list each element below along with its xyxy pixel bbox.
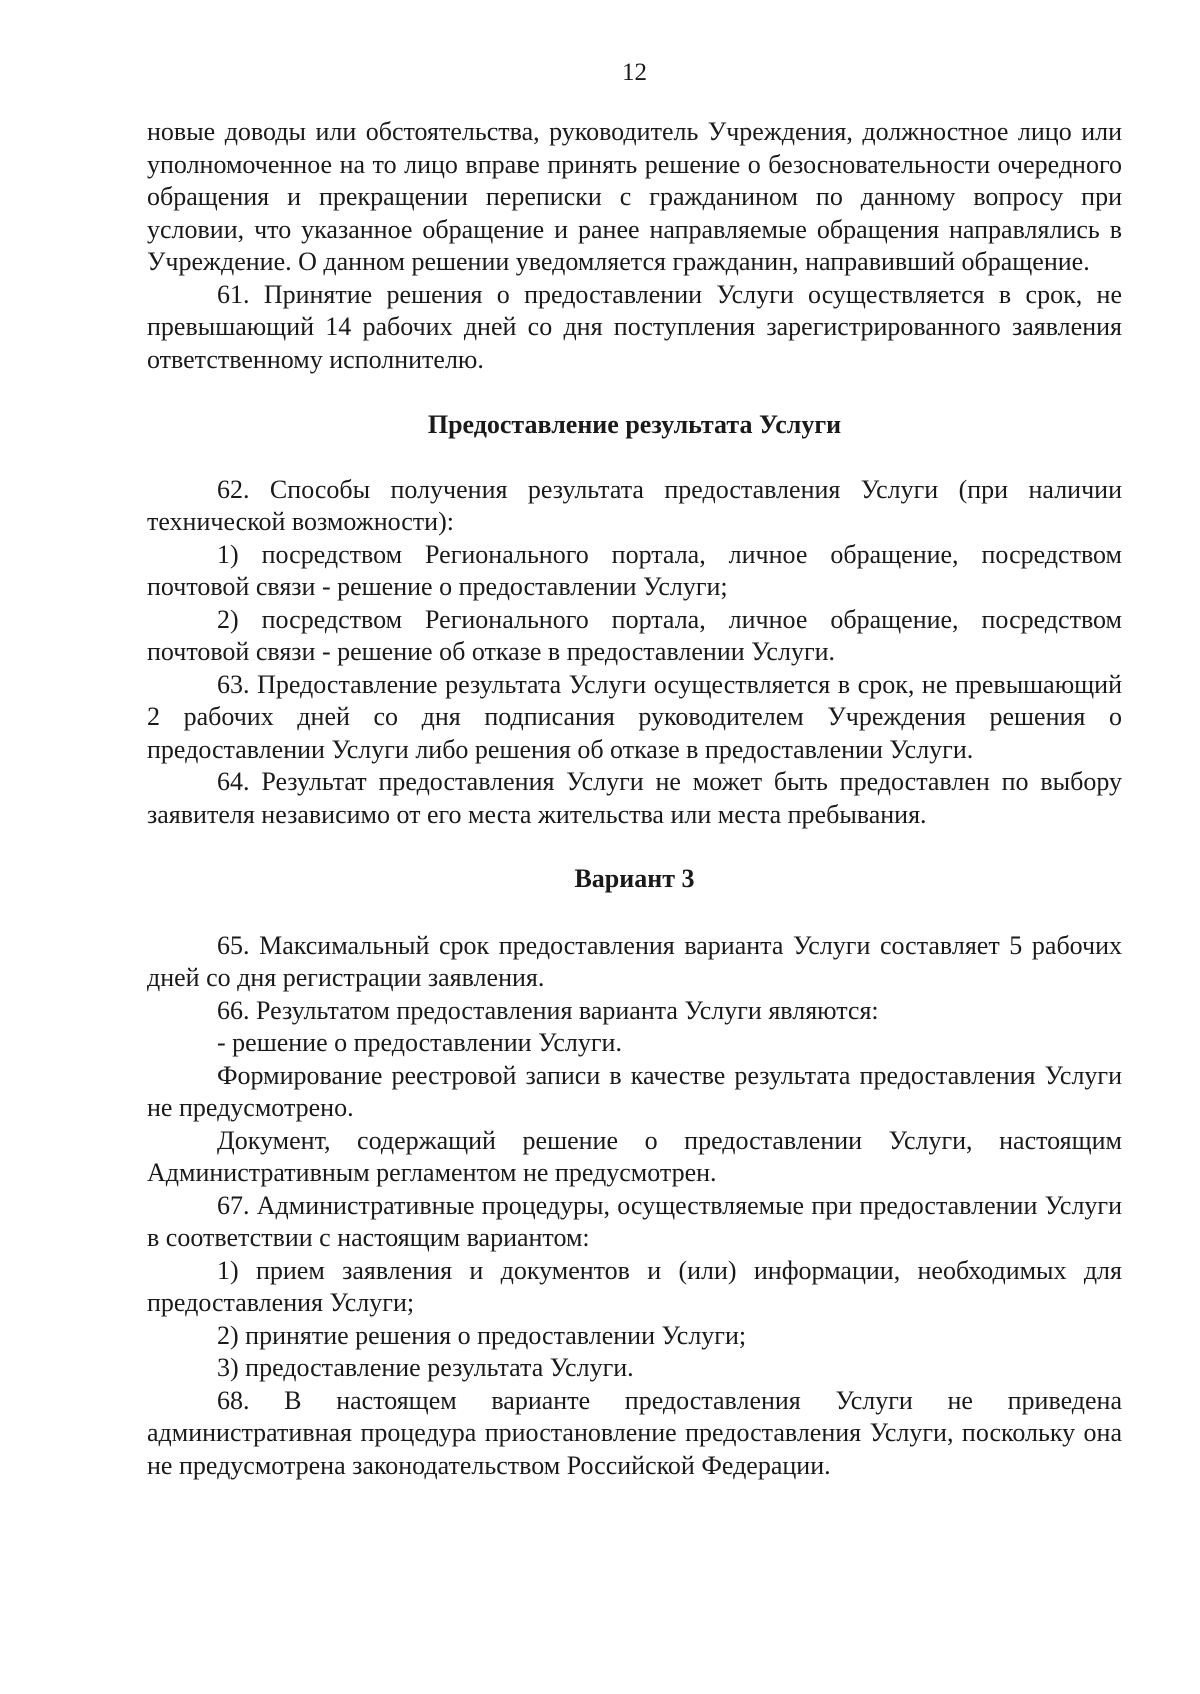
- paragraph-64: 64. Результат предоставления Услуги не может быть предоставлен по выбору заявителя независимо от его места жительства или места пребывания.: [147, 767, 1122, 829]
- paragraph-67: 67. Административные процедуры, осуществляемые при предоставлении Услуги в соответствии с настоящим вариантом:: [147, 1190, 1122, 1252]
- paragraph-62: 62. Способы получения результата предоставления Услуги (при наличии технической возможности):: [147, 474, 1122, 536]
- paragraph-registry-record: Формирование реестровой записи в качестве результата предоставления Услуги не предусмотрено.: [147, 1060, 1122, 1122]
- section-heading-result: Предоставление результата Услуги: [427, 410, 842, 439]
- page-number: 12: [622, 59, 647, 86]
- paragraph-document-decision: Документ, содержащий решение о предоставлении Услуги, настоящим Административным регламентом не предусмотрен.: [147, 1125, 1122, 1187]
- paragraph-66-item: - решение о предоставлении Услуги.: [217, 1028, 622, 1057]
- paragraph-67-item-1: 1) прием заявления и документов и (или) информации, необходимых для предоставления Услуги;: [147, 1255, 1122, 1317]
- paragraph-65: 65. Максимальный срок предоставления варианта Услуги составляет 5 рабочих дней со дня регистрации заявления.: [147, 930, 1122, 992]
- paragraph-continuation: новые доводы или обстоятельства, руководитель Учреждения, должностное лицо или уполномоченное на то лицо вправе принять решение о безосновательности очередного обращения и прекращении переписки с гражданином по данному вопросу при условии, что указанное обращение и ранее направляемые обращения направлялись в Учреждение. О данном решении уведомляется гражданин, направивший обращение.: [147, 117, 1122, 276]
- paragraph-67-item-3: 3) предоставление результата Услуги.: [217, 1353, 634, 1382]
- paragraph-63: 63. Предоставление результата Услуги осуществляется в срок, не превышающий 2 рабочих дней со дня подписания руководителем Учреждения решения о предоставлении Услуги либо решения об отказе в предоставлении Услуги.: [147, 669, 1122, 764]
- paragraph-62-item-2: 2) посредством Регионального портала, личное обращение, посредством почтовой связи - решение об отказе в предоставлении Услуги.: [147, 604, 1122, 666]
- section-heading-variant-3: Вариант 3: [574, 864, 695, 893]
- paragraph-68: 68. В настоящем варианте предоставления Услуги не приведена административная процедура приостановление предоставления Услуги, поскольку она не предусмотрена законодательством Российской Федерации.: [147, 1385, 1122, 1480]
- paragraph-66: 66. Результатом предоставления варианта Услуги являются:: [217, 995, 879, 1025]
- paragraph-62-item-1: 1) посредством Регионального портала, личное обращение, посредством почтовой связи - решение о предоставлении Услуги;: [147, 539, 1122, 601]
- paragraph-61: 61. Принятие решения о предоставлении Услуги осуществляется в срок, не превышающий 14 рабочих дней со дня поступления зарегистрированного заявления ответственному исполнителю.: [147, 279, 1122, 374]
- paragraph-67-item-2: 2) принятие решения о предоставлении Услуги;: [217, 1320, 747, 1350]
